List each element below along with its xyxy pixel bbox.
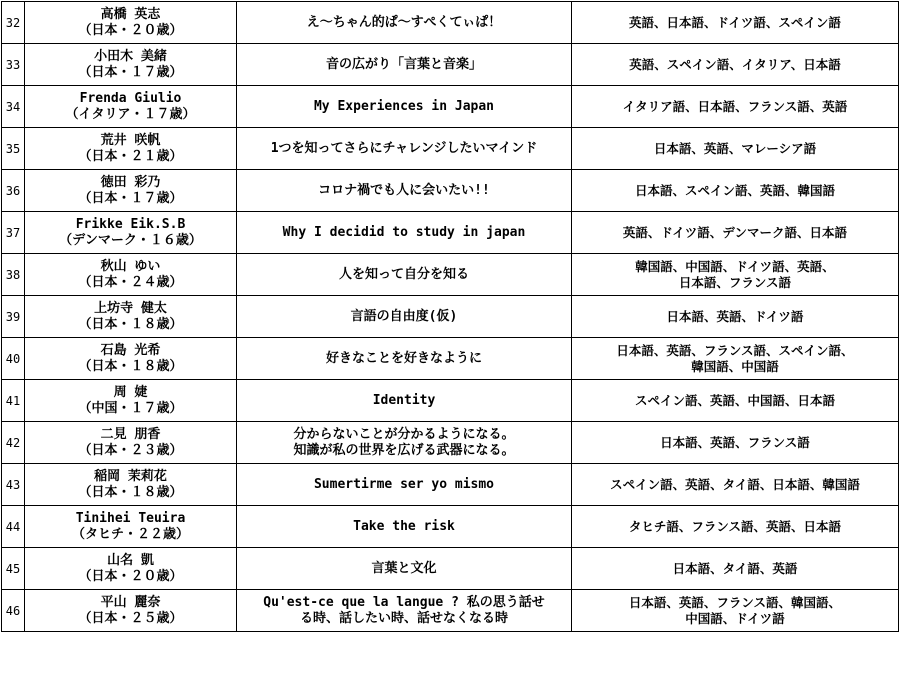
talk-title-line: 好きなことを好きなように xyxy=(325,350,482,366)
talk-title-cell xyxy=(237,338,572,380)
languages-line: スペイン語、英語、タイ語、日本語、韓国語 xyxy=(610,476,860,492)
speaker-country-age: （日本・２０歳） xyxy=(78,22,183,38)
talk-title-cell xyxy=(237,128,572,170)
languages-line: 英語、ドイツ語、デンマーク語、日本語 xyxy=(622,224,848,240)
speaker-country-age: （日本・１７歳） xyxy=(78,190,183,206)
speaker-cell xyxy=(25,338,237,380)
languages-cell xyxy=(572,380,899,422)
talk-title-line: 知識が私の世界を広げる武器になる。 xyxy=(293,442,515,458)
languages-line: 日本語、フランス語 xyxy=(678,274,792,290)
table-row xyxy=(2,2,899,44)
entry-number: 39 xyxy=(2,296,25,338)
talk-title-cell xyxy=(237,590,572,632)
speaker-country-age: （日本・１８歳） xyxy=(78,358,183,374)
languages-line: 中国語、ドイツ語 xyxy=(685,610,785,626)
talk-title-line: Sumertirme ser yo mismo xyxy=(313,476,494,492)
speaker-country-age: （中国・１７歳） xyxy=(78,400,183,416)
speaker-country-age: （日本・１８歳） xyxy=(78,316,183,332)
talk-title-line: Identity xyxy=(372,392,436,408)
languages-cell xyxy=(572,296,899,338)
talk-title-cell xyxy=(237,2,572,44)
speaker-cell xyxy=(25,422,237,464)
talk-title-line: コロナ禍でも人に会いたい!! xyxy=(318,182,490,198)
talk-title-cell xyxy=(237,212,572,254)
table-row xyxy=(2,128,899,170)
languages-line: 日本語、英語、フランス語 xyxy=(660,434,810,450)
table-row xyxy=(2,44,899,86)
talk-title-cell xyxy=(237,422,572,464)
speaker-cell xyxy=(25,380,237,422)
languages-line: スペイン語、英語、中国語、日本語 xyxy=(634,392,835,408)
talk-title-cell xyxy=(237,170,572,212)
talk-title-line: 分からないことが分かるようになる。 xyxy=(293,426,515,442)
languages-cell xyxy=(572,86,899,128)
entry-number: 35 xyxy=(2,128,25,170)
languages-cell xyxy=(572,548,899,590)
languages-cell xyxy=(572,44,899,86)
table-row xyxy=(2,464,899,506)
speaker-country-age: （日本・２５歳） xyxy=(78,610,183,626)
languages-line: 日本語、タイ語、英語 xyxy=(672,560,798,576)
languages-line: 日本語、英語、マレーシア語 xyxy=(653,140,817,156)
languages-cell xyxy=(572,422,899,464)
speaker-cell xyxy=(25,506,237,548)
entry-number: 38 xyxy=(2,254,25,296)
speaker-country-age: （タヒチ・２２歳） xyxy=(71,526,189,542)
speaker-name: 徳田 彩乃 xyxy=(100,174,161,190)
entry-number: 46 xyxy=(2,590,25,632)
talk-title-cell xyxy=(237,86,572,128)
entry-number: 42 xyxy=(2,422,25,464)
talk-title-cell xyxy=(237,380,572,422)
talk-title-line: Qu'est-ce que la langue ? 私の思う話せ xyxy=(263,594,545,610)
speaker-cell xyxy=(25,2,237,44)
table-row xyxy=(2,338,899,380)
entry-number: 37 xyxy=(2,212,25,254)
table-row xyxy=(2,296,899,338)
speaker-table xyxy=(1,1,899,632)
languages-cell xyxy=(572,590,899,632)
languages-cell xyxy=(572,338,899,380)
languages-cell xyxy=(572,2,899,44)
talk-title-line: え～ちゃん的ぱ～すぺくてぃぱ！ xyxy=(306,14,502,30)
table-row xyxy=(2,422,899,464)
talk-title-cell xyxy=(237,296,572,338)
talk-title-line: 言葉と文化 xyxy=(371,560,437,576)
entry-number: 40 xyxy=(2,338,25,380)
speaker-name: Frenda Giulio xyxy=(79,90,182,106)
speaker-name: Tinihei Teuira xyxy=(75,510,186,526)
speaker-cell xyxy=(25,128,237,170)
table-row xyxy=(2,506,899,548)
speaker-name: 平山 麗奈 xyxy=(100,594,161,610)
speaker-cell xyxy=(25,590,237,632)
entry-number: 43 xyxy=(2,464,25,506)
languages-cell xyxy=(572,212,899,254)
table-row xyxy=(2,380,899,422)
talk-title-line: る時、話したい時、話せなくなる時 xyxy=(299,610,508,626)
speaker-country-age: （デンマーク・１６歳） xyxy=(59,232,202,248)
speaker-country-age: （日本・２０歳） xyxy=(78,568,183,584)
table-row xyxy=(2,212,899,254)
speaker-country-age: （日本・２４歳） xyxy=(78,274,183,290)
languages-line: 韓国語、中国語 xyxy=(691,358,779,374)
speaker-name: 周 婕 xyxy=(113,384,148,400)
talk-title-line: Why I decidid to study in japan xyxy=(282,224,526,240)
languages-cell xyxy=(572,506,899,548)
languages-line: 英語、スペイン語、イタリア、日本語 xyxy=(629,56,841,72)
speaker-name: 秋山 ゆい xyxy=(100,258,161,274)
languages-cell xyxy=(572,128,899,170)
speaker-country-age: （日本・１７歳） xyxy=(78,64,183,80)
speaker-cell xyxy=(25,464,237,506)
languages-line: 日本語、英語、ドイツ語 xyxy=(666,308,804,324)
speaker-country-age: （日本・１８歳） xyxy=(78,484,183,500)
entry-number: 44 xyxy=(2,506,25,548)
languages-line: イタリア語、日本語、フランス語、英語 xyxy=(622,98,848,114)
speaker-cell xyxy=(25,170,237,212)
speaker-name: 高橋 英志 xyxy=(100,6,161,22)
speaker-name: 山名 凱 xyxy=(107,552,154,568)
speaker-name: 荒井 咲帆 xyxy=(100,132,161,148)
talk-title-cell xyxy=(237,44,572,86)
entry-number: 45 xyxy=(2,548,25,590)
talk-title-line: 1つを知ってさらにチャレンジしたいマインド xyxy=(270,140,538,156)
speaker-name: 稲岡 茉莉花 xyxy=(94,468,167,484)
languages-line: 韓国語、中国語、ドイツ語、英語、 xyxy=(635,258,835,274)
speaker-cell xyxy=(25,212,237,254)
entry-number: 33 xyxy=(2,44,25,86)
entry-number: 32 xyxy=(2,2,25,44)
table-row xyxy=(2,254,899,296)
languages-line: 日本語、英語、フランス語、韓国語、 xyxy=(628,594,842,610)
table-row xyxy=(2,548,899,590)
speaker-name: 上坊寺 健太 xyxy=(94,300,167,316)
entry-number: 36 xyxy=(2,170,25,212)
languages-cell xyxy=(572,254,899,296)
languages-line: タヒチ語、フランス語、英語、日本語 xyxy=(628,518,842,534)
talk-title-line: 人を知って自分を知る xyxy=(338,266,469,282)
table-row xyxy=(2,170,899,212)
entry-number: 34 xyxy=(2,86,25,128)
talk-title-line: 音の広がり「言葉と音楽」 xyxy=(325,56,482,72)
talk-title-line: My Experiences in Japan xyxy=(313,98,494,114)
speaker-cell xyxy=(25,86,237,128)
talk-title-cell xyxy=(237,548,572,590)
speaker-table-body xyxy=(2,2,899,632)
languages-line: 日本語、英語、フランス語、スペイン語、 xyxy=(616,342,854,358)
languages-cell xyxy=(572,464,899,506)
speaker-cell xyxy=(25,254,237,296)
entry-number: 41 xyxy=(2,380,25,422)
speaker-name: Frikke Eik.S.B xyxy=(75,216,186,232)
speaker-country-age: （日本・２１歳） xyxy=(78,148,183,164)
speaker-cell xyxy=(25,44,237,86)
languages-line: 英語、日本語、ドイツ語、スペイン語 xyxy=(629,14,841,30)
table-row xyxy=(2,590,899,632)
speaker-name: 石島 光希 xyxy=(100,342,161,358)
talk-title-line: Take the risk xyxy=(353,518,455,534)
talk-title-cell xyxy=(237,254,572,296)
languages-cell xyxy=(572,170,899,212)
speaker-country-age: （日本・２３歳） xyxy=(78,442,183,458)
speaker-cell xyxy=(25,296,237,338)
talk-title-line: 言語の自由度(仮) xyxy=(350,308,458,324)
speaker-name: 二見 朋香 xyxy=(100,426,161,442)
languages-line: 日本語、スペイン語、英語、韓国語 xyxy=(634,182,835,198)
speaker-country-age: （イタリア・１７歳） xyxy=(65,106,196,122)
table-row xyxy=(2,86,899,128)
speaker-name: 小田木 美緒 xyxy=(94,48,167,64)
talk-title-cell xyxy=(237,506,572,548)
speaker-cell xyxy=(25,548,237,590)
talk-title-cell xyxy=(237,464,572,506)
